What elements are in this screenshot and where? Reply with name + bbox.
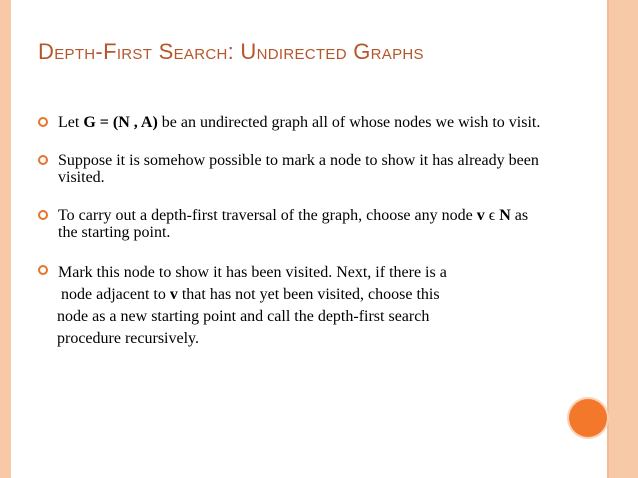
bullet-list	[36, 114, 546, 350]
right-border-decoration	[609, 0, 638, 478]
circle-bullet-icon	[38, 265, 48, 275]
circle-bullet-icon	[38, 210, 48, 220]
right-border-edge	[607, 0, 609, 478]
slide-title: DEPTH-FIRST SEARCH: UNDIRECTED GRAPHS	[38, 39, 424, 64]
orange-orb-icon	[569, 399, 607, 437]
bullet-item: To carry out a depth-first traversal of the graph, choose any node v ϵ N as the starting point.	[36, 207, 546, 241]
bullet-item: Mark this node to show it has been visited. Next, if there is a node adjacent to v that has not yet been visited, choose this node as a new starting point and call the depth-first search procedure recursively.	[36, 262, 546, 350]
circle-bullet-icon	[38, 155, 48, 165]
circle-bullet-icon	[38, 117, 48, 127]
bullet-item: Suppose it is somehow possible to mark a node to show it has already been visited.	[36, 152, 546, 186]
left-border-decoration	[0, 0, 11, 478]
bullet-item: Let G = (N , A) be an undirected graph all of whose nodes we wish to visit.	[36, 114, 546, 131]
